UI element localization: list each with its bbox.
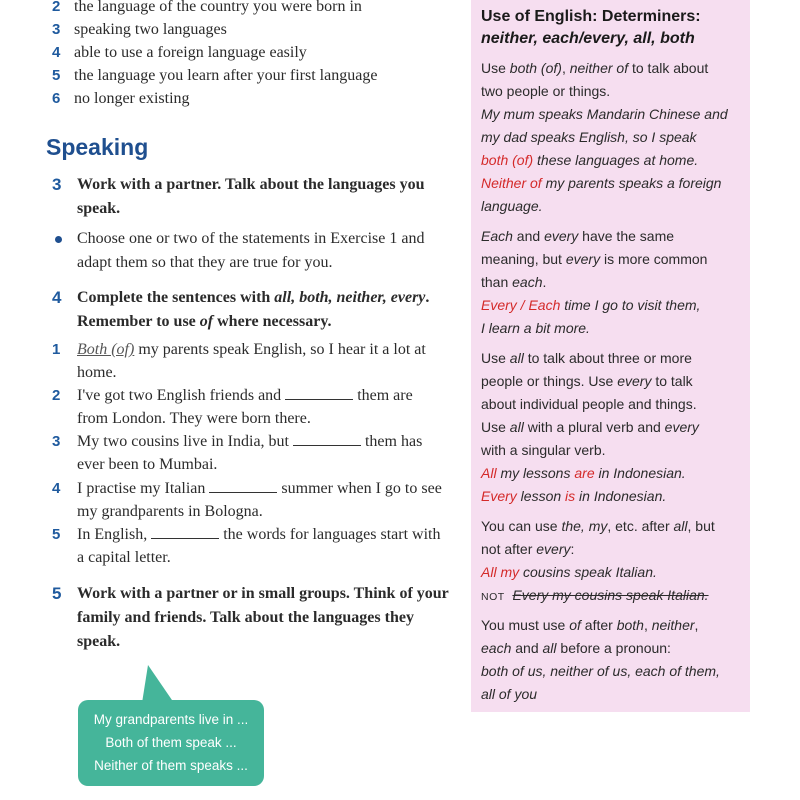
exercise-number: 5 xyxy=(52,584,62,603)
exercise-3 xyxy=(52,173,462,221)
vocab-item xyxy=(52,0,362,18)
sentence-text: I practise my Italian summer when I go to see my grandparents in Bologna. xyxy=(77,480,442,520)
item-text: the language of the country you were born in xyxy=(74,0,362,15)
example-text: Neither of my parents speaks a foreign xyxy=(481,175,722,191)
item-number: 2 xyxy=(52,0,61,15)
rule-text: You must use of after both, neither, xyxy=(481,617,699,633)
rule-text: Use both (of), neither of to talk about xyxy=(481,60,709,76)
item-text: speaking two languages xyxy=(74,21,227,38)
vocab-item xyxy=(52,87,190,110)
item-number: 6 xyxy=(52,90,61,107)
vocab-item xyxy=(52,41,307,64)
rule-text: about individual people and things. xyxy=(481,396,697,412)
bubble-line: My grandparents live in ... xyxy=(93,712,249,727)
sentence-text: My two cousins live in India, but them has ever been to Mumbai. xyxy=(77,433,423,473)
rule-text: Each and every have the same xyxy=(481,228,675,244)
sentence-3 xyxy=(52,430,447,476)
item-number: 5 xyxy=(52,67,61,84)
exercise-number: 4 xyxy=(52,288,62,307)
sentence-number: 1 xyxy=(52,341,61,358)
example-text: Every lesson is in Indonesian. xyxy=(481,488,667,504)
answer-blank[interactable] xyxy=(209,478,277,493)
sentence-5 xyxy=(52,523,447,569)
answer-blank[interactable] xyxy=(285,385,353,400)
exercise-instruction: Work with a partner. Talk about the languages you speak. xyxy=(77,176,425,217)
answer-blank[interactable] xyxy=(293,431,361,446)
rule-text: meaning, but every is more common xyxy=(481,251,708,267)
example-text: All my cousins speak Italian. xyxy=(481,564,657,580)
vocab-item xyxy=(52,18,227,41)
bubble-line: Both of them speak ... xyxy=(105,735,237,750)
sentence-1 xyxy=(52,338,447,384)
rule-text: two people or things. xyxy=(481,83,611,99)
bubble-line: Neither of them speaks ... xyxy=(94,758,248,773)
rule-text: with a singular verb. xyxy=(481,442,606,458)
example-text: I learn a bit more. xyxy=(481,320,590,336)
sentence-number: 4 xyxy=(52,480,61,497)
grammar-panel xyxy=(471,0,750,712)
sentence-4 xyxy=(52,477,447,523)
exercise-instruction: Work with a partner or in small groups. Think of your family and friends. Talk about the languages they speak. xyxy=(77,585,449,650)
incorrect-example: NOT Every my cousins speak Italian. xyxy=(481,587,709,603)
item-text: no longer existing xyxy=(74,90,190,107)
sentence-number: 3 xyxy=(52,433,61,450)
sentence-text: Both (of) my parents speak English, so I hear it a lot at home. xyxy=(77,341,426,381)
speech-bubble-tail xyxy=(140,665,180,705)
rule-text: each and all before a pronoun: xyxy=(481,640,671,656)
bullet-icon xyxy=(55,236,62,243)
exercise-4 xyxy=(52,286,462,334)
sentence-2 xyxy=(52,384,447,430)
sentence-number: 5 xyxy=(52,526,61,543)
panel-title: Use of English: Determiners: neither, each/every, all, both xyxy=(481,6,701,50)
section-heading: Speaking xyxy=(46,134,149,160)
example-text: both (of) these languages at home. xyxy=(481,152,699,168)
item-text: able to use a foreign language easily xyxy=(74,44,307,61)
example-text: My mum speaks Mandarin Chinese and xyxy=(481,106,728,122)
sentence-text: In English, the words for languages start with a capital letter. xyxy=(77,526,441,566)
example-text: my dad speaks English, so I speak xyxy=(481,129,697,145)
sentence-text: I've got two English friends and them are from London. They were born there. xyxy=(77,387,413,427)
sentence-number: 2 xyxy=(52,387,61,404)
example-text: Every / Each time I go to visit them, xyxy=(481,297,701,313)
example-answer: Both (of) xyxy=(77,341,135,358)
rule-text: people or things. Use every to talk xyxy=(481,373,693,389)
rule-text: than each. xyxy=(481,274,547,290)
exercise-5 xyxy=(52,582,452,654)
example-text: language. xyxy=(481,198,543,214)
item-number: 4 xyxy=(52,44,61,61)
exercise-instruction: Complete the sentences with all, both, neither, every. Remember to use of where necessary. xyxy=(77,289,430,330)
item-text: the language you learn after your first language xyxy=(74,67,378,84)
example-text: All my lessons are in Indonesian. xyxy=(481,465,686,481)
bullet-text: Choose one or two of the statements in Exercise 1 and adapt them so that they are true for you. xyxy=(77,230,425,271)
exercise-number: 3 xyxy=(52,175,62,194)
rule-text: not after every: xyxy=(481,541,575,557)
example-text: both of us, neither of us, each of them, xyxy=(481,663,720,679)
speech-bubble xyxy=(78,700,264,786)
vocab-item xyxy=(52,64,377,87)
rule-text: Use all to talk about three or more xyxy=(481,350,692,366)
bullet-item xyxy=(52,227,462,275)
rule-text: Use all with a plural verb and every xyxy=(481,419,699,435)
panel-subtitle: neither, each/every, all, both xyxy=(481,30,695,47)
rule-text: You can use the, my, etc. after all, but xyxy=(481,518,715,534)
example-text: all of you xyxy=(481,686,538,702)
item-number: 3 xyxy=(52,21,61,38)
answer-blank[interactable] xyxy=(151,524,219,539)
